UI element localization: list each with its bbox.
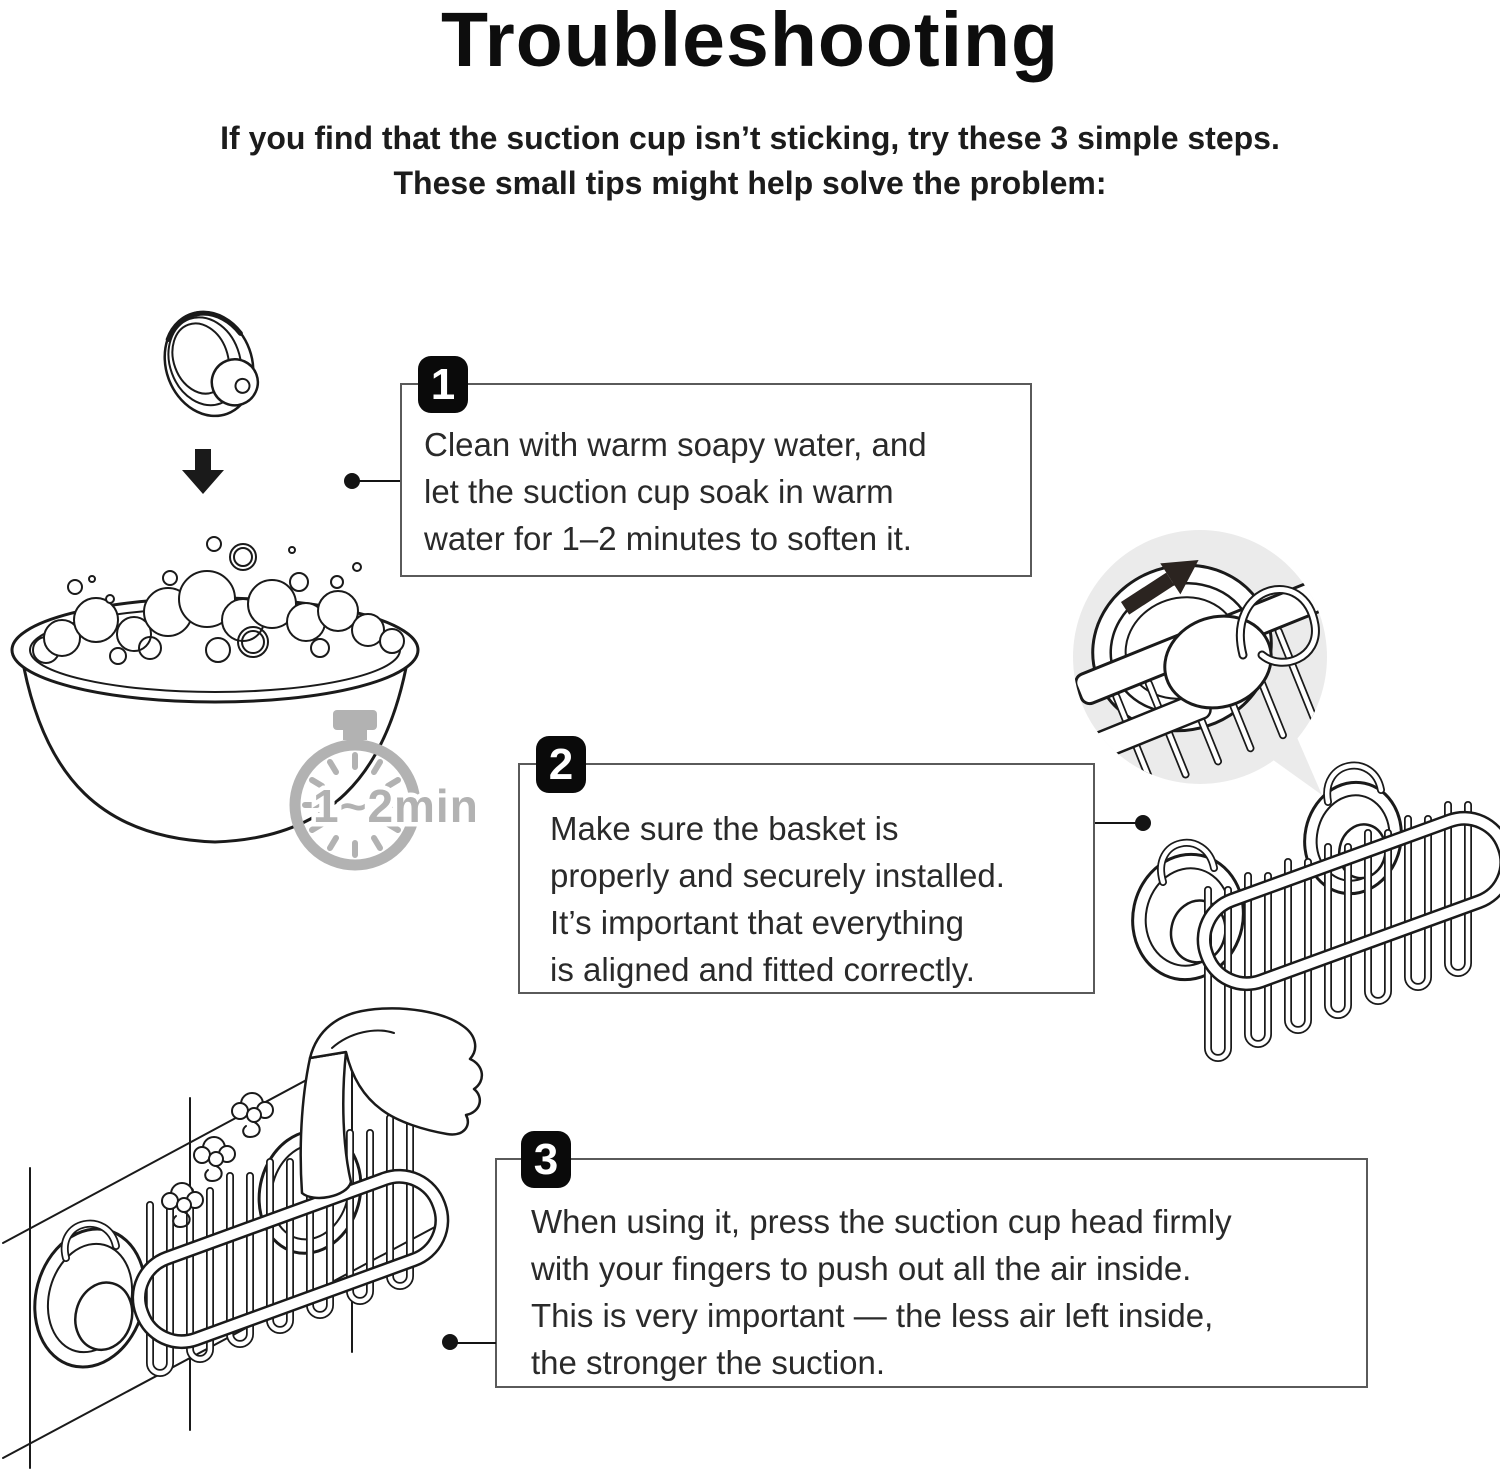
step-3-line-3: This is very important — the less air left inside,	[531, 1297, 1214, 1334]
leader-dot-3	[442, 1334, 458, 1350]
step-2-line-1: Make sure the basket is	[550, 810, 899, 847]
install-scene-illustration	[1040, 520, 1500, 1120]
step-3-box	[495, 1134, 1368, 1388]
intro-text	[0, 116, 1500, 206]
step-2-line-3: It’s important that everything	[550, 904, 964, 941]
step-3-line-1: When using it, press the suction cup head firmly	[531, 1203, 1232, 1240]
step-1-box	[400, 359, 1032, 577]
step-1-line-1: Clean with warm soapy water, and	[424, 426, 927, 463]
down-arrow-icon	[182, 449, 224, 494]
step-3-text	[531, 1198, 1366, 1386]
leader-dot-1	[344, 473, 360, 489]
step-2-box	[518, 739, 1095, 994]
step-2-text	[550, 805, 1093, 993]
step-1-line-2: let the suction cup soak in warm	[424, 473, 894, 510]
suction-cup-wire-basket	[1121, 766, 1500, 1058]
step-2-line-2: properly and securely installed.	[550, 857, 1005, 894]
air-puff-icons	[162, 1093, 273, 1227]
page-title: Troubleshooting	[440, 0, 1060, 83]
intro-line-1: If you find that the suction cup isn’t sticking, try these 3 simple steps.	[220, 120, 1280, 156]
suction-cup-icon	[150, 299, 267, 428]
leader-dot-2	[1135, 815, 1151, 831]
step-2-line-4: is aligned and fitted correctly.	[550, 951, 975, 988]
step-3-line-4: the stronger the suction.	[531, 1344, 886, 1381]
soak-scene-illustration	[0, 280, 480, 900]
step-3-line-2: with your fingers to push out all the air inside.	[531, 1250, 1192, 1287]
step-1-line-3: water for 1–2 minutes to soften it.	[424, 520, 912, 557]
intro-line-2: These small tips might help solve the problem:	[393, 165, 1107, 201]
basket-suction-cup-left	[1121, 844, 1255, 990]
timer-label: 1~2min	[313, 780, 479, 832]
press-scene-illustration	[0, 1000, 500, 1473]
step-1-badge: 1	[418, 356, 468, 413]
step-3-badge: 3	[521, 1131, 571, 1188]
step-2-badge: 2	[536, 736, 586, 793]
step-1-text	[424, 421, 1030, 562]
